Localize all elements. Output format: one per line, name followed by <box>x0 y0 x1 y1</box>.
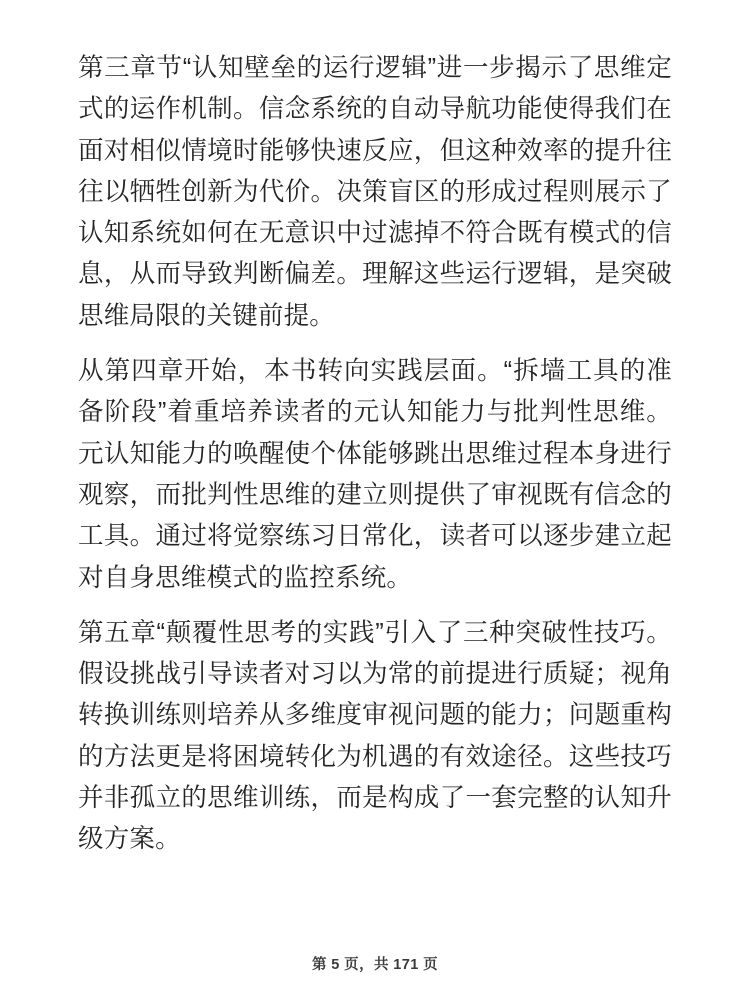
page-footer <box>0 953 750 974</box>
paragraph: 第三章节“认知壁垒的运行逻辑”进一步揭示了思维定式的运作机制。信念系统的自动导航功能使得我们在面对相似情境时能够快速反应，但这种效率的提升往往以牺牲创新为代价。决策盲区的形成过程则展示了认知系统如何在无意识中过滤掉不符合既有模式的信息，从而导致判断偏差。理解这些运行逻辑，是突破思维局限的关键前提。 <box>78 54 672 330</box>
paragraph: 从第四章开始，本书转向实践层面。“拆墙工具的准备阶段”着重培养读者的元认知能力与批判性思维。元认知能力的唤醒使个体能够跳出思维过程本身进行观察，而批判性思维的建立则提供了审视既有信念的工具。通过将觉察练习日常化，读者可以逐步建立起对自身思维模式的监控系统。 <box>78 357 672 592</box>
page-number-label: 第 5 页，共 171 页 <box>311 957 439 973</box>
paragraph: 第五章“颠覆性思考的实践”引入了三种突破性技巧。假设挑战引导读者对习以为常的前提进行质疑；视角转换训练则培养从多维度审视问题的能力；问题重构的方法更是将困境转化为机遇的有效途径。这些技巧并非孤立的思维训练，而是构成了一套完整的认知升级方案。 <box>78 618 672 854</box>
